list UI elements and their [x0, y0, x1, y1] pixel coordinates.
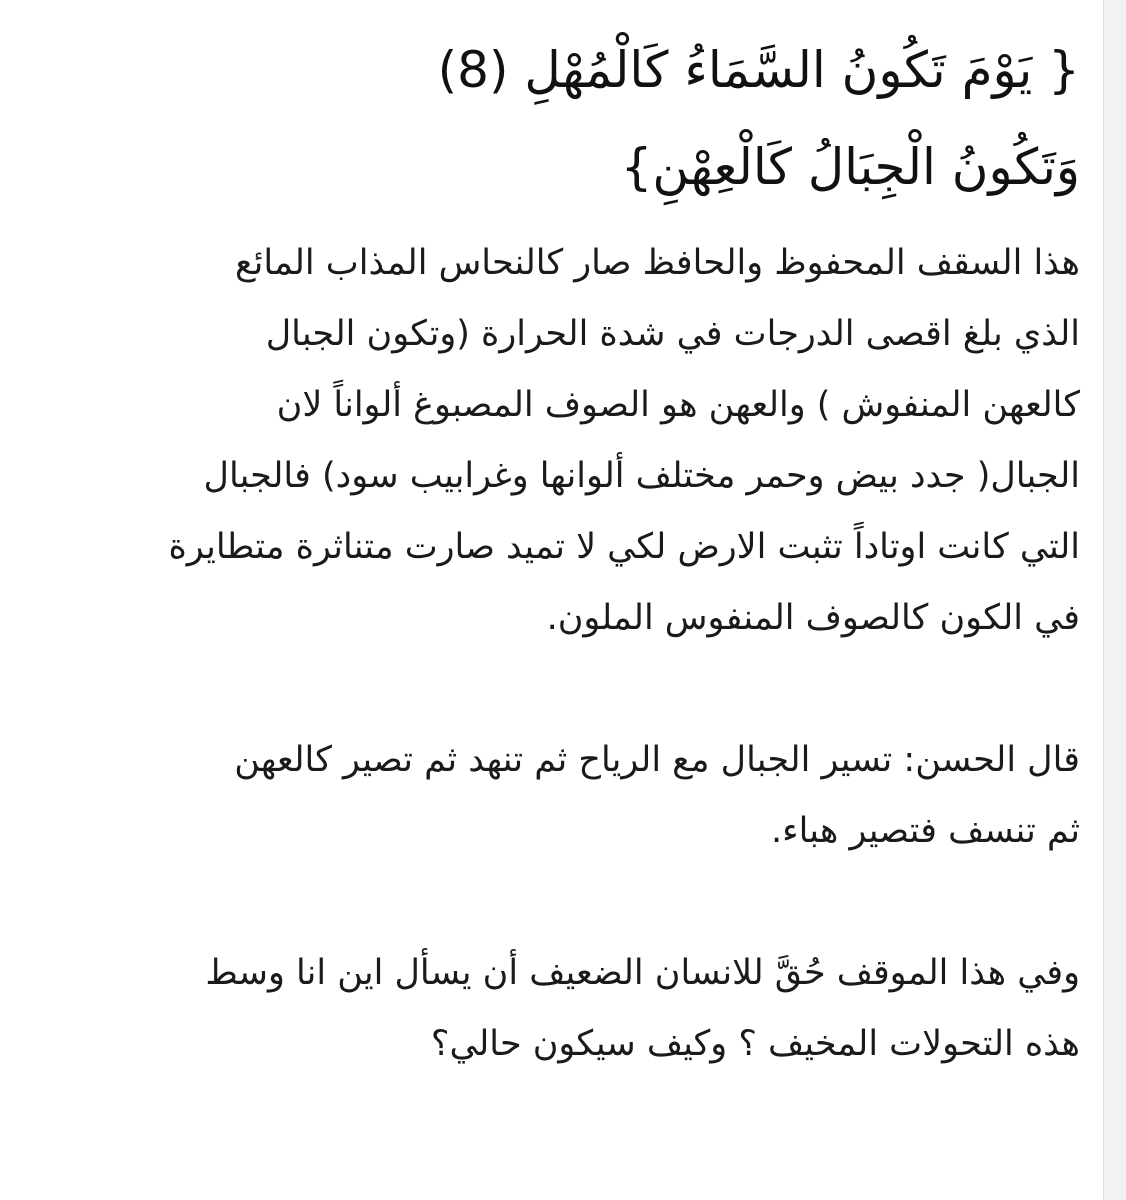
paragraph-line: الجبال( جدد بيض وحمر مختلف ألوانها وغرابيب سود) فالجبال [203, 456, 1080, 496]
paragraph-line: الذي بلغ اقصى الدرجات في شدة الحرارة (وتكون الجبال [265, 314, 1080, 354]
paragraph-line: وفي هذا الموقف حُقَّ للانسان الضعيف أن يسأل اين انا وسط [205, 953, 1080, 993]
paragraph-line: هذه التحولات المخيف ؟ وكيف سيكون حالي؟ [430, 1024, 1080, 1064]
reflection-paragraph [60, 938, 1080, 1080]
paragraph-line: هذا السقف المحفوظ والحافظ صار كالنحاس المذاب المائع [235, 243, 1080, 283]
verse-line: وَتَكُونُ الْجِبَالُ كَالْعِهْنِ} [620, 138, 1080, 196]
commentary-paragraph [60, 228, 1080, 654]
paragraph-line: قال الحسن: تسير الجبال مع الرياح ثم تنهد ثم تصير كالعهن [234, 740, 1080, 780]
paragraph-line: في الكون كالصوف المنفوس الملون. [546, 598, 1080, 638]
verse-heading [60, 22, 1080, 216]
paragraph-line: كالعهن المنفوش ) والعهن هو الصوف المصبوغ ألواناً لان [276, 385, 1080, 425]
article-body [60, 22, 1080, 1080]
paragraph-line: ثم تنسف فتصير هباء. [771, 811, 1080, 851]
paragraph-line: التي كانت اوتاداً تثبت الارض لكي لا تميد صارت متناثرة متطايرة [168, 527, 1080, 567]
scrollbar-track[interactable] [1103, 0, 1126, 1200]
verse-line: { يَوْمَ تَكُونُ السَّمَاءُ كَالْمُهْلِ (8) [437, 41, 1080, 99]
quote-paragraph [60, 725, 1080, 867]
